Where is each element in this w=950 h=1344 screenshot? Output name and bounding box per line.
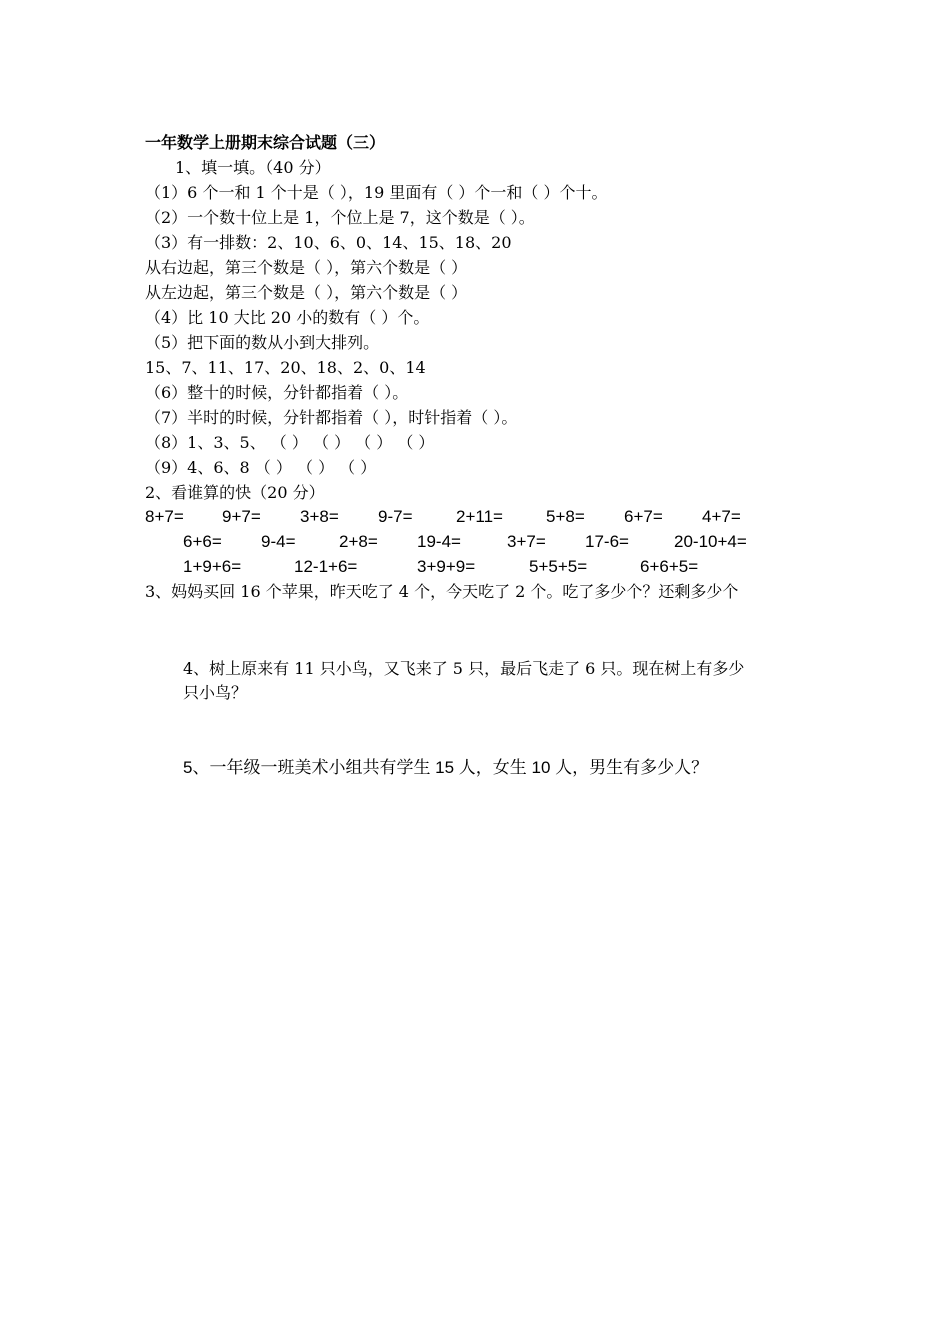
question-1-3-left: 从左边起，第三个数是（ ），第六个数是（ ） — [145, 283, 468, 302]
equation: 9-7= — [378, 507, 413, 526]
equation: 2+11= — [456, 507, 503, 526]
equation: 6+6+5= — [640, 557, 699, 576]
question-5: 5、一年级一班美术小组共有学生 15 人，女生 10 人，男生有多少人？ — [183, 758, 709, 777]
question-1-8: （8）1、3、5、 （ ） （ ） （ ） （ ） — [145, 433, 435, 452]
equation: 1+9+6= — [183, 557, 242, 576]
question-1-4: （4）比 10 大比 20 小的数有（ ）个。 — [145, 308, 430, 327]
question-4-line1: 4、树上原来有 11 只小鸟，又飞来了 5 只，最后飞走了 6 只。现在树上有多少 — [183, 659, 745, 678]
equation: 5+5+5= — [529, 557, 588, 576]
question-1-6: （6）整十的时候，分针都指着（ ）。 — [145, 383, 409, 402]
equation: 3+9+9= — [417, 557, 476, 576]
question-1-7: （7）半时的时候，分针都指着（ ），时针指着（ ）。 — [145, 408, 518, 427]
question-1-5-numbers: 15、7、11、17、20、18、2、0、14 — [145, 358, 426, 377]
equation: 3+8= — [300, 507, 339, 526]
question-1-3-right: 从右边起，第三个数是（ ），第六个数是（ ） — [145, 258, 468, 277]
question-1-5: （5）把下面的数从小到大排列。 — [145, 333, 380, 352]
equation: 6+7= — [624, 507, 663, 526]
equation: 2+8= — [339, 532, 378, 551]
equation: 17-6= — [585, 532, 629, 551]
section2-heading: 2、看谁算的快（20 分） — [145, 483, 325, 502]
equation: 9+7= — [222, 507, 261, 526]
equation: 4+7= — [702, 507, 741, 526]
equation: 20-10+4= — [674, 532, 747, 551]
question-1-3: （3）有一排数：2、10、6、0、14、15、18、20 — [145, 233, 512, 252]
page-title: 一年数学上册期末综合试题（三） — [145, 133, 386, 152]
equation: 12-1+6= — [294, 557, 358, 576]
question-1-2: （2）一个数十位上是 1，个位上是 7，这个数是（ ）。 — [145, 208, 535, 227]
equation: 5+8= — [546, 507, 585, 526]
equation: 6+6= — [183, 532, 222, 551]
equation: 8+7= — [145, 507, 184, 526]
equation: 9-4= — [261, 532, 296, 551]
question-1-9: （9）4、6、8 （ ） （ ） （ ） — [145, 458, 377, 477]
equation: 19-4= — [417, 532, 461, 551]
question-3: 3、妈妈买回 16 个苹果，昨天吃了 4 个，今天吃了 2 个。吃了多少个？还剩多少个 — [145, 582, 739, 601]
question-1-1: （1）6 个一和 1 个十是（ ），19 里面有（ ）个一和（ ）个十。 — [145, 183, 608, 202]
equation: 3+7= — [507, 532, 546, 551]
section1-heading: 1、填一填。（40 分） — [175, 158, 331, 177]
question-4-line2: 只小鸟？ — [183, 683, 248, 702]
